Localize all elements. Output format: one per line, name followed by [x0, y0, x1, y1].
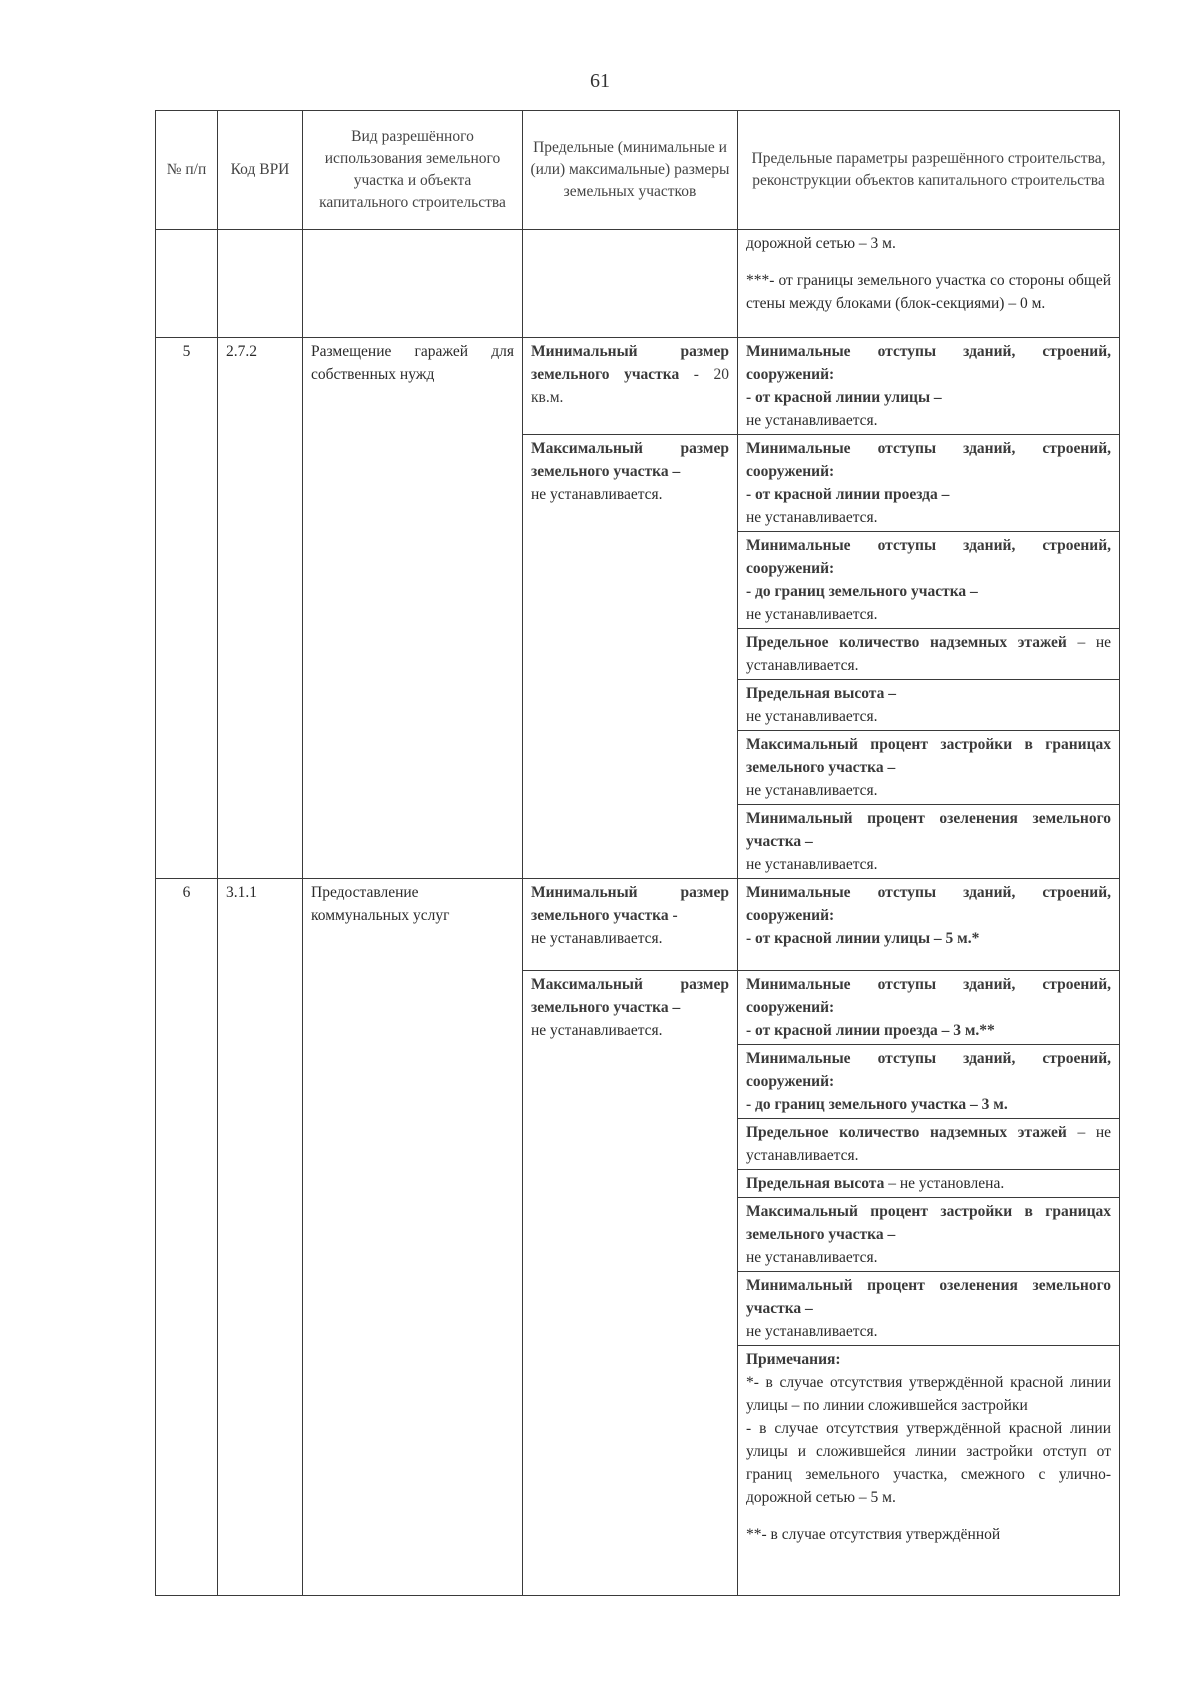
- param-title: Предельная высота: [746, 1175, 885, 1192]
- param-cell: [738, 879, 1120, 971]
- param-value: не устанавливается.: [746, 509, 878, 526]
- table-header-row: [156, 111, 1120, 230]
- zoning-table: [155, 110, 1120, 1596]
- header-type: Вид разрешённого использования земельного участка и объекта капитального строительства: [303, 111, 523, 230]
- row-code: 3.1.1: [218, 879, 303, 1596]
- param-value: – не установлена.: [888, 1175, 1005, 1192]
- continuation-line: дорожной сетью – 3 м.: [746, 235, 896, 252]
- param-cell: [738, 1119, 1120, 1170]
- param-cell: [738, 1272, 1120, 1346]
- header-params: Предельные параметры разрешённого строительства, реконструкции объектов капитального строительства: [738, 111, 1120, 230]
- param-title: Минимальные отступы зданий, строений, сооружений:: [746, 440, 1111, 480]
- param-cell: [738, 680, 1120, 731]
- param-title: Минимальные отступы зданий, строений, сооружений:: [746, 537, 1111, 577]
- header-size: Предельные (минимальные и (или) максимальные) размеры земельных участков: [523, 111, 738, 230]
- continuation-note: ***- от границы земельного участка со стороны общей стены между блоками (блок-секциями) – 0 м.: [746, 272, 1111, 312]
- param-value: – не устанавливается.: [746, 1124, 1112, 1164]
- param-title: Предельное количество надземных этажей: [746, 634, 1067, 651]
- row-num: 5: [156, 338, 218, 879]
- note-1: *- в случае отсутствия утверждённой красной линии улицы – по линии сложившейся застройки: [746, 1374, 1111, 1414]
- size-min-cell: [523, 338, 738, 435]
- table-row: [156, 338, 1120, 435]
- param-title: Минимальные отступы зданий, строений, сооружений:: [746, 884, 1111, 924]
- param-title: Минимальные отступы зданий, строений, сооружений:: [746, 343, 1111, 383]
- page-number: 61: [590, 70, 610, 92]
- param-title: Минимальные отступы зданий, строений, сооружений:: [746, 976, 1111, 1016]
- param-title: Минимальный процент озеленения земельного участка –: [746, 1277, 1111, 1317]
- param-detail: - от красной линии улицы –: [746, 389, 942, 406]
- row-type: Размещение гаражей для собственных нужд: [303, 338, 523, 879]
- param-detail: - до границ земельного участка – 3 м.: [746, 1096, 1008, 1113]
- param-detail: - от красной линии улицы – 5 м.*: [746, 930, 980, 947]
- param-cell: [738, 435, 1120, 532]
- param-cell: [738, 1198, 1120, 1272]
- row-code: 2.7.2: [218, 338, 303, 879]
- continuation-cell: [738, 230, 1120, 338]
- size-max-value: не устанавливается.: [531, 1022, 663, 1039]
- param-detail: - до границ земельного участка –: [746, 583, 978, 600]
- param-cell: [738, 1045, 1120, 1119]
- param-value: – не устанавливается.: [746, 634, 1112, 674]
- param-value: не устанавливается.: [746, 606, 878, 623]
- table-row-continuation: [156, 230, 1120, 338]
- size-max-value: не устанавливается.: [531, 486, 663, 503]
- size-max-cell: [523, 435, 738, 879]
- param-title: Предельное количество надземных этажей: [746, 1124, 1067, 1141]
- param-value: не устанавливается.: [746, 708, 878, 725]
- row-type: Предоставление коммунальных услуг: [303, 879, 523, 1596]
- size-min-cell: [523, 879, 738, 971]
- param-detail: - от красной линии проезда –: [746, 486, 950, 503]
- param-value: не устанавливается.: [746, 782, 878, 799]
- size-min-title: Минимальный размер земельного участка -: [531, 884, 729, 924]
- size-max-cell: [523, 971, 738, 1596]
- param-value: не устанавливается.: [746, 856, 878, 873]
- size-min-value: - 20 кв.м.: [531, 366, 730, 406]
- size-min-value: не устанавливается.: [531, 930, 663, 947]
- param-cell: [738, 338, 1120, 435]
- param-cell: [738, 971, 1120, 1045]
- param-cell: [738, 805, 1120, 879]
- header-num: № п/п: [156, 111, 218, 230]
- note-2: - в случае отсутствия утверждённой красной линии улицы и сложившейся линии застройки отступ от границ земельного участка, смежного с улично-дорожной сетью – 5 м.: [746, 1420, 1111, 1506]
- param-cell: [738, 532, 1120, 629]
- param-cell: [738, 629, 1120, 680]
- table-row: [156, 879, 1120, 971]
- size-min-title: Минимальный размер земельного участка: [531, 343, 729, 383]
- size-max-title: Максимальный размер земельного участка –: [531, 976, 729, 1016]
- note-3: **- в случае отсутствия утверждённой: [746, 1526, 1001, 1543]
- notes-title: Примечания:: [746, 1351, 841, 1368]
- param-title: Минимальный процент озеленения земельного участка –: [746, 810, 1111, 850]
- notes-cell: [738, 1346, 1120, 1596]
- param-value: не устанавливается.: [746, 412, 878, 429]
- param-title: Максимальный процент застройки в границах земельного участка –: [746, 736, 1111, 776]
- param-title: Предельная высота –: [746, 685, 896, 702]
- param-value: не устанавливается.: [746, 1249, 878, 1266]
- param-title: Минимальные отступы зданий, строений, сооружений:: [746, 1050, 1111, 1090]
- row-num: 6: [156, 879, 218, 1596]
- param-cell: [738, 1170, 1120, 1198]
- param-value: не устанавливается.: [746, 1323, 878, 1340]
- param-detail: - от красной линии проезда – 3 м.**: [746, 1022, 995, 1039]
- size-max-title: Максимальный размер земельного участка –: [531, 440, 729, 480]
- param-title: Максимальный процент застройки в границах земельного участка –: [746, 1203, 1111, 1243]
- header-code: Код ВРИ: [218, 111, 303, 230]
- param-cell: [738, 731, 1120, 805]
